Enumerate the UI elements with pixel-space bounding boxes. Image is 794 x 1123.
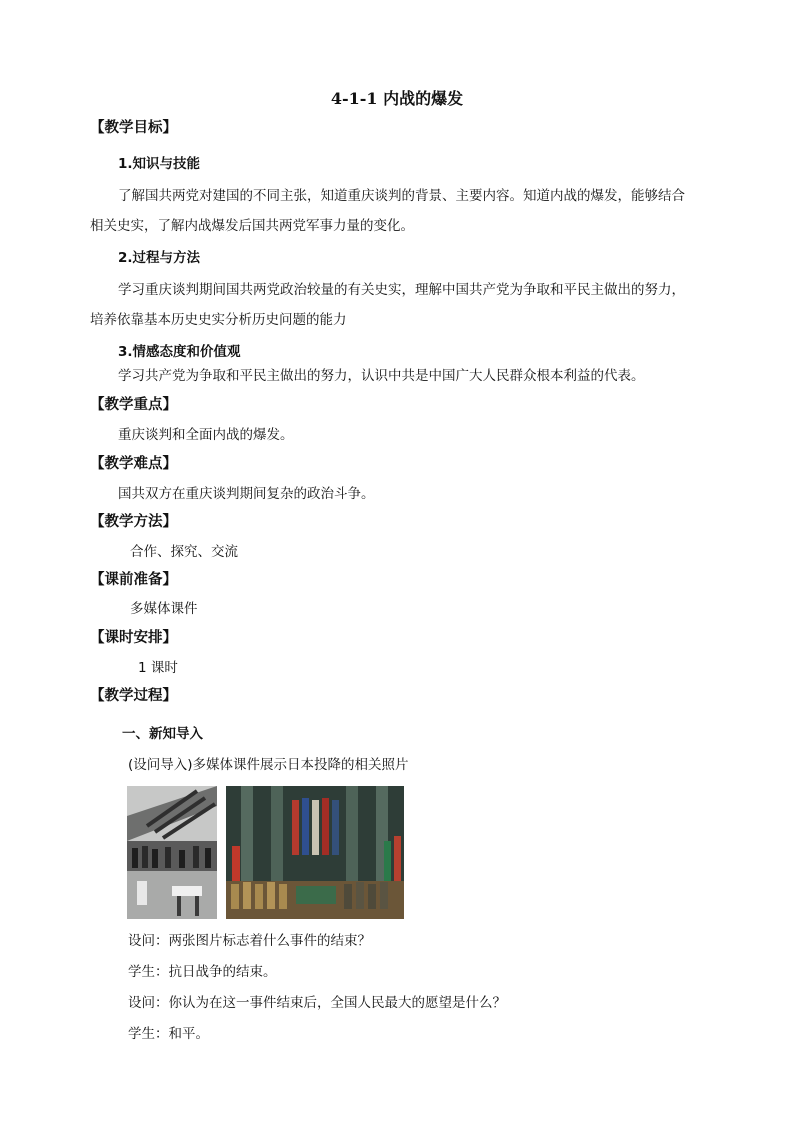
goal-process-text-line1: 学习重庆谈判期间国共两党政治较量的有关史实，理解中国共产党为争取和平民主做出的努力， — [118, 282, 685, 298]
goal-knowledge-heading: 1.知识与技能 — [118, 156, 201, 172]
dialogue-answer-1: 学生：抗日战争的结束。 — [128, 964, 277, 980]
document-title: 4-1-1 内战的爆发 — [330, 89, 464, 108]
dialogue-question-2: 设问：你认为在这一事件结束后，全国人民最大的愿望是什么？ — [128, 995, 506, 1011]
goal-knowledge-text-line2: 相关史实，了解内战爆发后国共两党军事力量的变化。 — [90, 218, 414, 234]
goal-process-heading: 2.过程与方法 — [118, 250, 201, 266]
section-heading-schedule: 【课时安排】 — [90, 630, 177, 646]
section-heading-methods: 【教学方法】 — [90, 514, 177, 530]
dialogue-question-1: 设问：两张图片标志着什么事件的结束？ — [128, 933, 371, 949]
surrender-photo-battleship — [127, 786, 217, 919]
goal-process-text-line2: 培养依靠基本历史史实分析历史问题的能力 — [90, 312, 347, 328]
section-heading-key-points: 【教学重点】 — [90, 397, 177, 413]
process-intro-text: (设问导入)多媒体课件展示日本投降的相关照片 — [128, 757, 409, 773]
goal-knowledge-text-line1: 了解国共两党对建国的不同主张，知道重庆谈判的背景、主要内容。知道内战的爆发，能够结合 — [118, 188, 685, 204]
methods-text: 合作、探究、交流 — [130, 544, 238, 560]
surrender-photo-ceremony-hall — [226, 786, 404, 919]
section-heading-difficulties: 【教学难点】 — [90, 456, 177, 472]
preparation-text: 多媒体课件 — [130, 601, 198, 617]
dialogue-answer-2: 学生：和平。 — [128, 1026, 209, 1042]
section-heading-process: 【教学过程】 — [90, 688, 177, 704]
goal-attitude-heading: 3.情感态度和价值观 — [118, 344, 241, 360]
process-step1-heading: 一、新知导入 — [122, 726, 203, 742]
goal-attitude-text: 学习共产党为争取和平民主做出的努力，认识中共是中国广大人民群众根本利益的代表。 — [118, 368, 645, 384]
schedule-text: 1 课时 — [138, 660, 178, 676]
section-heading-preparation: 【课前准备】 — [90, 572, 177, 588]
difficulties-text: 国共双方在重庆谈判期间复杂的政治斗争。 — [118, 486, 375, 502]
key-points-text: 重庆谈判和全面内战的爆发。 — [118, 427, 294, 443]
section-heading-goals: 【教学目标】 — [90, 120, 177, 136]
